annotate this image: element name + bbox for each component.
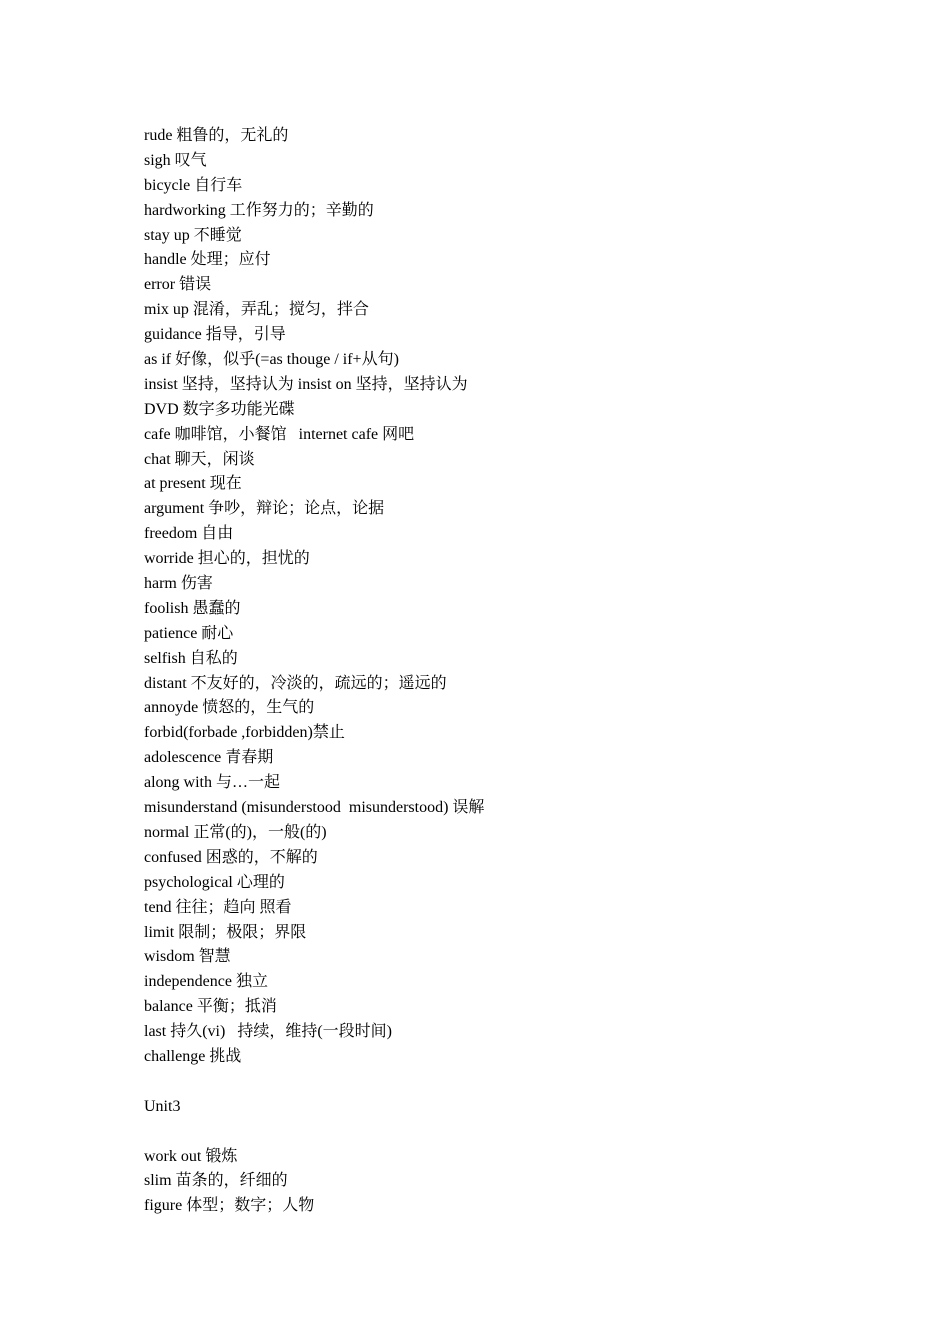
vocabulary-entry: challenge 挑战 (144, 1047, 242, 1065)
vocabulary-entry: tend 往往；趋向 照看 (144, 898, 292, 916)
vocabulary-entry: chat 聊天，闲谈 (144, 450, 255, 468)
vocabulary-entry: forbid(forbade ,forbidden)禁止 (144, 724, 345, 742)
vocabulary-entry: rude 粗鲁的，无礼的 (144, 127, 289, 144)
vocabulary-entry: guidance 指导，引导 (144, 326, 286, 344)
vocabulary-entry: freedom 自由 (144, 525, 234, 543)
vocabulary-entry: handle 处理；应付 (144, 251, 271, 269)
vocabulary-entry: foolish 愚蠢的 (144, 599, 241, 617)
vocabulary-list-part2 (144, 1145, 864, 1220)
vocabulary-entry: psychological 心理的 (144, 873, 285, 891)
vocabulary-entry: last 持久(vi) 持续，维持(一段时间) (144, 1023, 392, 1041)
vocabulary-entry: mix up 混淆，弄乱；搅匀，拌合 (144, 301, 369, 319)
document-page (144, 124, 864, 1219)
vocabulary-entry: at present 现在 (144, 475, 242, 493)
blank-line (144, 1070, 864, 1095)
vocabulary-entry: cafe 咖啡馆，小餐馆 internet cafe 网吧 (144, 425, 415, 443)
vocabulary-entry: slim 苗条的，纤细的 (144, 1172, 288, 1190)
vocabulary-entry: insist 坚持，坚持认为 insist on 坚持，坚持认为 (144, 375, 468, 393)
blank-line (144, 1120, 864, 1145)
vocabulary-entry: confused 困惑的，不解的 (144, 848, 318, 866)
vocabulary-entry: annoyde 愤怒的，生气的 (144, 699, 315, 717)
vocabulary-entry: harm 伤害 (144, 575, 213, 593)
vocabulary-entry: DVD 数字多功能光碟 (144, 400, 295, 418)
vocabulary-entry: worride 担心的，担忧的 (144, 550, 310, 568)
vocabulary-entry: stay up 不睡觉 (144, 226, 242, 244)
vocabulary-entry: selfish 自私的 (144, 649, 238, 667)
vocabulary-entry: along with 与…一起 (144, 774, 280, 792)
vocabulary-list-part1 (144, 124, 864, 1070)
vocabulary-entry: work out 锻炼 (144, 1147, 238, 1165)
section-heading: Unit3 (144, 1097, 181, 1115)
vocabulary-entry: misunderstand (misunderstood misunderstood) 误解 (144, 799, 485, 817)
vocabulary-entry: argument 争吵，辩论；论点，论据 (144, 500, 385, 518)
vocabulary-entry: normal 正常(的)，一般(的) (144, 823, 327, 841)
vocabulary-entry: hardworking 工作努力的；辛勤的 (144, 201, 374, 219)
vocabulary-entry: independence 独立 (144, 973, 268, 991)
vocabulary-entry: limit 限制；极限；界限 (144, 923, 307, 941)
vocabulary-entry: adolescence 青春期 (144, 749, 274, 767)
vocabulary-entry: wisdom 智慧 (144, 948, 231, 966)
vocabulary-entry: bicycle 自行车 (144, 176, 243, 194)
vocabulary-entry: patience 耐心 (144, 624, 234, 642)
vocabulary-entry: sigh 叹气 (144, 151, 207, 169)
vocabulary-entry: error 错误 (144, 276, 212, 294)
vocabulary-entry: as if 好像，似乎(=as thouge / if+从句) (144, 351, 399, 369)
vocabulary-entry: distant 不友好的，冷淡的，疏远的；遥远的 (144, 674, 447, 692)
vocabulary-entry: balance 平衡；抵消 (144, 998, 277, 1016)
vocabulary-entry: figure 体型；数字；人物 (144, 1197, 315, 1215)
